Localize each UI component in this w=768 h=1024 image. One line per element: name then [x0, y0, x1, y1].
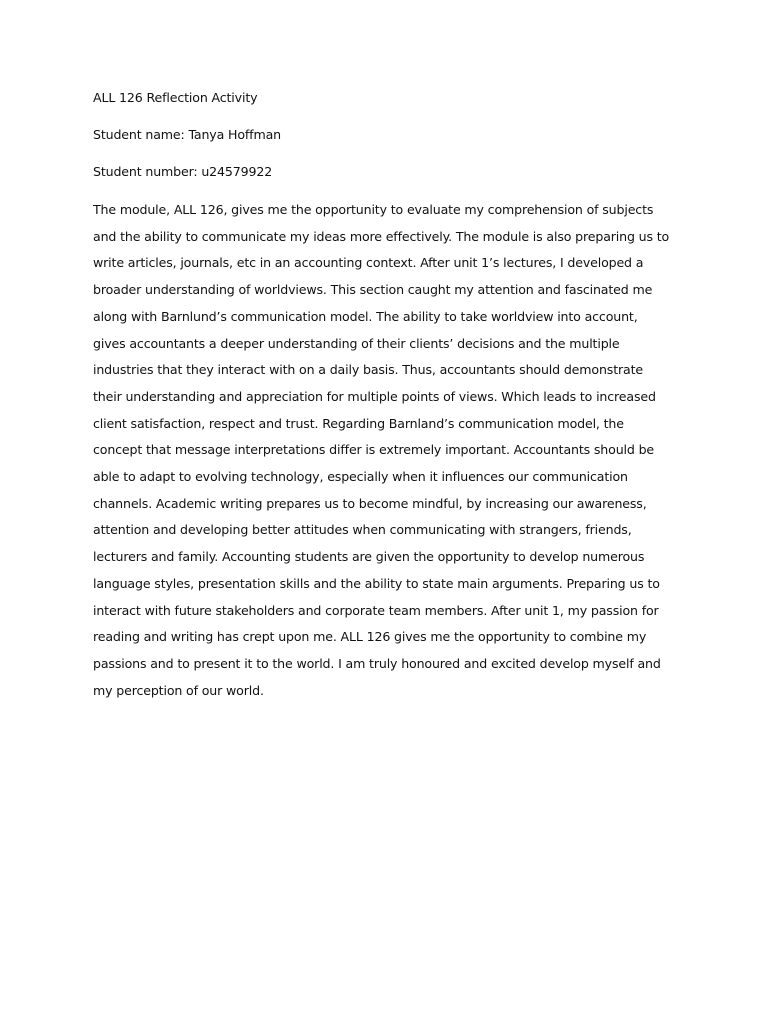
paragraph-line: language styles, presentation skills and the ability to state main arguments. Preparing us to	[93, 575, 660, 591]
paragraph-line: write articles, journals, etc in an accounting context. After unit 1’s lectures, I developed a	[93, 255, 644, 271]
paragraph-line: lecturers and family. Accounting students are given the opportunity to develop numerous	[93, 549, 645, 565]
student-name: Student name: Tanya Hoffman	[93, 127, 281, 142]
paragraph-line: reading and writing has crept upon me. ALL 126 gives me the opportunity to combine my	[93, 629, 647, 645]
paragraph-line: and the ability to communicate my ideas more effectively. The module is also preparing us to	[93, 228, 670, 244]
paragraph-line: client satisfaction, respect and trust. Regarding Barnland’s communication model, the	[93, 415, 624, 431]
paragraph-line: able to adapt to evolving technology, especially when it influences our communication	[93, 469, 628, 485]
paragraph-line: attention and developing better attitudes when communicating with strangers, friends,	[93, 522, 632, 538]
document-body	[93, 86, 681, 704]
student-number: Student number: u24579922	[93, 164, 273, 179]
paragraph-line: gives accountants a deeper understanding of their clients’ decisions and the multiple	[93, 335, 620, 351]
paragraph-line: concept that message interpretations differ is extremely important. Accountants should be	[93, 442, 655, 458]
paragraph-line: my perception of our world.	[93, 682, 264, 698]
paragraph-line: industries that they interact with on a daily basis. Thus, accountants should demonstrate	[93, 362, 643, 378]
paragraph-line: their understanding and appreciation for multiple points of views. Which leads to increased	[93, 388, 656, 404]
paragraph-line: channels. Academic writing prepares us to become mindful, by increasing our awareness,	[93, 495, 647, 511]
paragraph-line: broader understanding of worldviews. This section caught my attention and fascinated me	[93, 282, 653, 298]
paragraph-line: The module, ALL 126, gives me the opportunity to evaluate my comprehension of subjects	[93, 202, 654, 217]
document-title: ALL 126 Reflection Activity	[93, 90, 258, 105]
paragraph-line: passions and to present it to the world. I am truly honoured and excited develop myself and	[93, 655, 661, 671]
paragraph-line: interact with future stakeholders and corporate team members. After unit 1, my passion for	[93, 602, 659, 618]
paragraph-line: along with Barnlund’s communication model. The ability to take worldview into account,	[93, 308, 638, 324]
reflection-paragraph	[93, 197, 681, 704]
